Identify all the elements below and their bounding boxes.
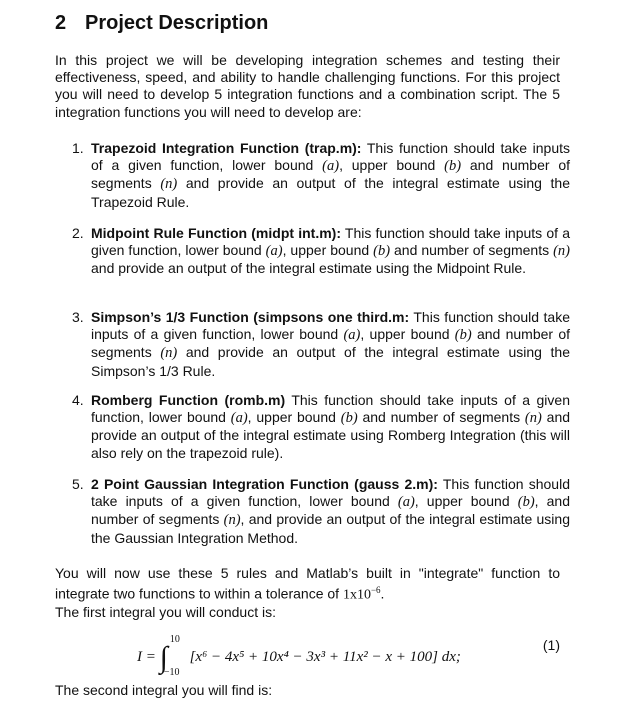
tolerance-exponent: −6: [370, 585, 381, 596]
math-n: (n): [524, 410, 542, 427]
list-item: [55, 309, 570, 380]
item-desc: This function should take inputs of a given function, lower bound: [91, 225, 570, 259]
item-desc: and provide an output of the integral estimate using the Midpoint Rule.: [91, 260, 527, 277]
integral-limits: [163, 633, 186, 678]
math-a: (a): [322, 158, 340, 175]
equation-number: (1): [542, 637, 560, 653]
math-b: (b): [517, 494, 535, 511]
item-title: 2 Point Gaussian Integration Function (gauss 2.m):: [91, 476, 438, 492]
section-title: Project Description: [85, 12, 269, 34]
item-desc: This function should take inputs of a given function, lower bound: [91, 140, 570, 174]
item-title: Romberg Function (romb.m): [91, 392, 286, 408]
item-desc: , upper bound: [414, 493, 518, 510]
intro-paragraph: In this project we will be developing integration schemes and testing their effectiveness, speed, and ability to handle challenging functions. For this project you will need to develop 5 integration functions and a combination script. The 5 integration functions you will need to develop are:: [55, 52, 560, 120]
math-b: (b): [454, 327, 472, 344]
item-desc: This function should take inputs of a given function, lower bound: [91, 309, 570, 343]
item-desc: and number of segments: [357, 409, 525, 426]
closing-paragraph: The second integral you will find is:: [55, 682, 273, 698]
outro-text: You will now use these 5 rules and Matlab’s built in "integrate" function to integrate two functions to within a tolerance of: [55, 565, 560, 602]
item-text: [91, 476, 570, 547]
math-n: (n): [553, 243, 570, 260]
item-number: 3.: [72, 309, 84, 325]
item-text: [91, 392, 570, 462]
equation-body: [137, 633, 461, 678]
item-desc: , and provide an output of the integral estimate using the Gaussian Integration Method.: [91, 511, 570, 546]
math-a: (a): [265, 243, 283, 260]
list-item: [55, 476, 570, 547]
list-item: [55, 140, 570, 211]
math-b: (b): [444, 158, 462, 175]
integral-sign: ∫: [159, 641, 168, 674]
item-desc: , and number of segments: [91, 493, 571, 528]
item-desc: and number of segments: [91, 157, 571, 192]
equation-lhs: I =: [137, 649, 156, 665]
item-number: 1.: [72, 140, 84, 156]
math-a: (a): [397, 494, 415, 511]
item-desc: , upper bound: [360, 326, 455, 343]
math-b: (b): [373, 243, 391, 260]
item-title: Simpson’s 1/3 Function (simpsons one third.m:: [91, 309, 410, 325]
item-desc: This function should take inputs of a given function, lower bound: [91, 476, 570, 510]
period: .: [380, 585, 385, 602]
equation-1: [55, 625, 560, 678]
item-title: Midpoint Rule Function (midpt int.m):: [91, 225, 341, 241]
list-item: [55, 225, 570, 278]
item-desc: , upper bound: [247, 409, 341, 426]
item-desc: This function should take inputs of a given function, lower bound: [91, 392, 570, 426]
math-n: (n): [223, 512, 241, 529]
tolerance-value: 1x10: [342, 587, 371, 603]
item-text: [91, 225, 570, 278]
lower-limit: −10: [163, 666, 180, 678]
item-number: 2.: [72, 225, 84, 241]
math-n: (n): [160, 176, 178, 193]
item-number: 4.: [72, 392, 84, 408]
section-heading: [55, 12, 268, 35]
item-desc: , upper bound: [282, 242, 374, 259]
math-a: (a): [230, 410, 248, 427]
item-desc: and provide an output of the integral estimate using the Trapezoid Rule.: [91, 175, 570, 210]
item-number: 5.: [72, 476, 84, 492]
item-text: [91, 140, 570, 211]
outro-text-2: The first integral you will conduct is:: [55, 604, 276, 621]
outro-paragraph: [55, 565, 560, 621]
integrand: [x⁶ − 4x⁵ + 10x⁴ − 3x³ + 11x² − x + 100] dx;: [189, 649, 461, 665]
item-text: [91, 309, 570, 380]
math-b: (b): [340, 410, 358, 427]
upper-limit: 10: [169, 633, 180, 645]
item-desc: and provide an output of the integral estimate using Romberg Integration (this will also rely on the trapezoid rule).: [91, 409, 571, 461]
item-desc: , upper bound: [339, 157, 445, 174]
item-desc: and provide an output of the integral estimate using the Simpson’s 1/3 Rule.: [91, 344, 570, 379]
item-desc: and number of segments: [390, 242, 554, 259]
section-number: 2: [55, 12, 67, 34]
item-title: Trapezoid Integration Function (trap.m):: [91, 140, 362, 156]
math-a: (a): [343, 327, 361, 344]
list-item: [55, 392, 570, 462]
item-desc: and number of segments: [91, 326, 571, 361]
math-n: (n): [160, 345, 178, 362]
